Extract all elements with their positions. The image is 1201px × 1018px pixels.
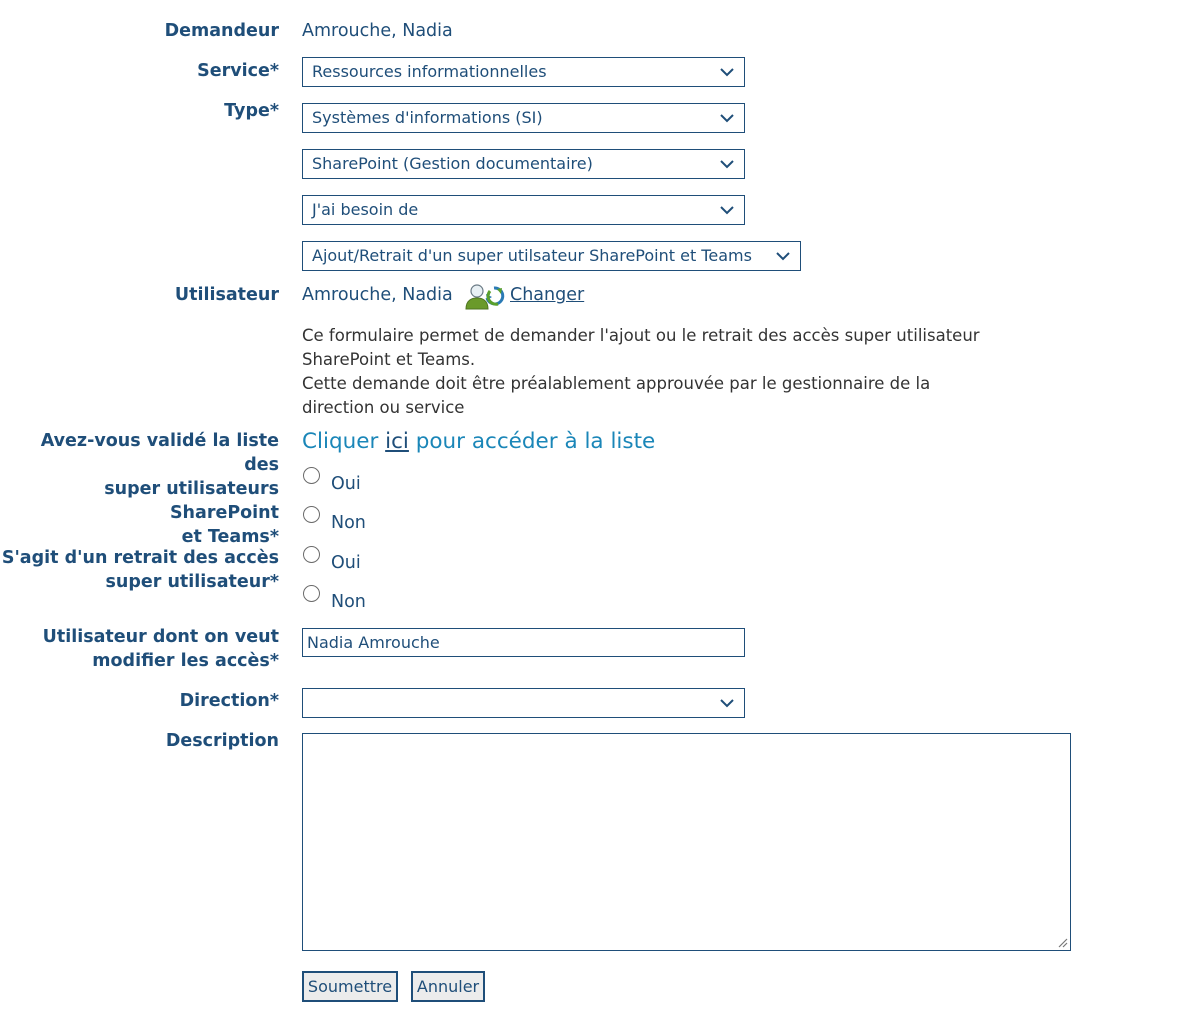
radio-label: Oui <box>331 474 361 494</box>
service-select-value: Ressources informationnelles <box>312 62 547 81</box>
list-link-before: Cliquer <box>302 429 386 454</box>
chevron-down-icon <box>720 158 734 170</box>
direction-label: Direction* <box>179 691 279 711</box>
info-text-line: Ce formulaire permet de demander l'ajout ou le retrait des accès super utilisateur <box>302 326 980 345</box>
type-label: Type* <box>224 101 279 121</box>
radio-circle[interactable] <box>303 506 320 523</box>
cancel-button[interactable]: Annuler <box>411 971 485 1002</box>
direction-select[interactable] <box>302 688 745 718</box>
info-text-line: Cette demande doit être préalablement approuvée par le gestionnaire de la <box>302 374 931 393</box>
chevron-down-icon <box>776 250 790 262</box>
utilisateur-value: Amrouche, Nadia <box>302 285 453 305</box>
subtype-select-value: SharePoint (Gestion documentaire) <box>312 154 593 173</box>
service-select[interactable] <box>302 57 745 87</box>
need-select-value: J'ai besoin de <box>312 200 419 219</box>
need-select[interactable] <box>302 195 745 225</box>
info-text-line: direction ou service <box>302 398 465 417</box>
user-change-icon[interactable] <box>464 282 506 310</box>
radio-label: Non <box>331 513 366 533</box>
list-link[interactable]: ici <box>385 429 409 454</box>
description-textarea[interactable] <box>302 733 1071 951</box>
user-to-modify-label: Utilisateur dont on veut modifier les accès* <box>42 627 279 671</box>
radio-label: Non <box>331 592 366 612</box>
list-link-after: pour accéder à la liste <box>408 429 656 454</box>
service-label: Service* <box>197 61 279 81</box>
chevron-down-icon <box>720 112 734 124</box>
change-user-link[interactable]: Changer <box>510 285 585 305</box>
radio-circle[interactable] <box>303 585 320 602</box>
list-validated-label: Avez-vous validé la liste des super utilisateurs SharePoint et Teams* <box>40 431 279 547</box>
submit-button[interactable]: Soumettre <box>302 971 398 1002</box>
chevron-down-icon <box>720 66 734 78</box>
description-label: Description <box>165 731 279 751</box>
demandeur-value: Amrouche, Nadia <box>302 21 453 41</box>
user-to-modify-input[interactable]: Nadia Amrouche <box>302 628 745 657</box>
chevron-down-icon <box>720 204 734 216</box>
utilisateur-label: Utilisateur <box>174 285 279 305</box>
radio-circle[interactable] <box>303 546 320 563</box>
info-text-line: SharePoint et Teams. <box>302 350 476 369</box>
type-select[interactable] <box>302 103 745 133</box>
chevron-down-icon <box>720 697 734 709</box>
removal-label: S'agit d'un retrait des accès super utilisateur* <box>1 548 279 592</box>
radio-label: Oui <box>331 553 361 573</box>
request-select[interactable] <box>302 241 801 271</box>
request-select-value: Ajout/Retrait d'un super utilsateur SharePoint et Teams <box>312 246 752 265</box>
radio-circle[interactable] <box>303 467 320 484</box>
list-link-line <box>302 428 655 456</box>
demandeur-label: Demandeur <box>164 21 279 41</box>
subtype-select[interactable] <box>302 149 745 179</box>
info-text <box>302 324 1062 420</box>
resize-grip-icon[interactable] <box>1056 936 1068 948</box>
type-select-value: Systèmes d'informations (SI) <box>312 108 543 127</box>
